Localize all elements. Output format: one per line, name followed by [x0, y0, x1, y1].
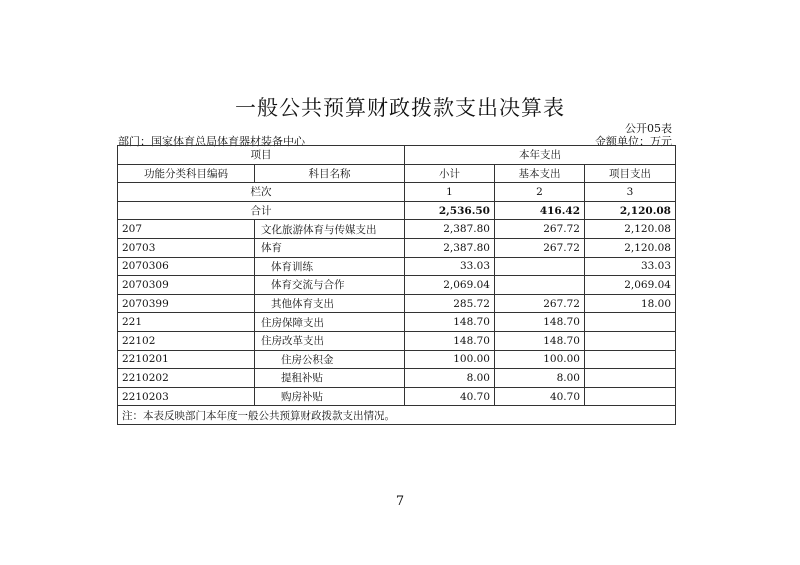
total-subtotal: 2,536.50: [405, 201, 495, 220]
row-basic: 100.00: [495, 350, 585, 369]
header-subject-name: 科目名称: [255, 164, 405, 183]
row-project: [585, 313, 676, 332]
table-code: 公开05表: [625, 122, 672, 135]
row-name: 体育: [255, 238, 405, 257]
row-code: 2210203: [118, 387, 255, 406]
row-name: 住房公积金: [255, 350, 405, 369]
row-project: [585, 369, 676, 388]
table-row: [118, 220, 676, 239]
row-subtotal: 40.70: [405, 387, 495, 406]
row-subtotal: 2,069.04: [405, 276, 495, 295]
row-project: 33.03: [585, 257, 676, 276]
table-row: [118, 313, 676, 332]
row-name: 提租补贴: [255, 369, 405, 388]
row-project: [585, 331, 676, 350]
row-name: 住房改革支出: [255, 331, 405, 350]
table-row: [118, 257, 676, 276]
total-project: 2,120.08: [585, 201, 676, 220]
row-subtotal: 285.72: [405, 294, 495, 313]
row-name: 体育训练: [255, 257, 405, 276]
table-row: [118, 387, 676, 406]
amount-unit-label: 金额单位：万元: [595, 135, 672, 148]
row-code: 2210202: [118, 369, 255, 388]
row-code: 20703: [118, 238, 255, 257]
table-note: 注：本表反映部门本年度一般公共预算财政拨款支出情况。: [118, 406, 676, 425]
header-project-exp: 项目支出: [585, 164, 676, 183]
row-basic: 40.70: [495, 387, 585, 406]
column-number-2: 2: [495, 183, 585, 202]
row-subtotal: 100.00: [405, 350, 495, 369]
total-label: 合计: [118, 201, 405, 220]
row-project: [585, 387, 676, 406]
row-code: 2070309: [118, 276, 255, 295]
row-code: 22102: [118, 331, 255, 350]
table-row: [118, 331, 676, 350]
page-title: 一般公共预算财政拨款支出决算表: [235, 96, 565, 120]
row-basic: [495, 276, 585, 295]
row-basic: 267.72: [495, 220, 585, 239]
page-number: 7: [395, 494, 405, 509]
row-code: 207: [118, 220, 255, 239]
total-row: [118, 201, 676, 220]
row-project: [585, 350, 676, 369]
note-row: [118, 406, 676, 425]
total-basic: 416.42: [495, 201, 585, 220]
row-basic: 267.72: [495, 238, 585, 257]
row-code: 221: [118, 313, 255, 332]
row-code: 2070306: [118, 257, 255, 276]
header-row-2: [118, 164, 676, 183]
row-basic: 8.00: [495, 369, 585, 388]
header-project: 项目: [118, 146, 405, 165]
table-row: [118, 294, 676, 313]
header-basic: 基本支出: [495, 164, 585, 183]
row-subtotal: 2,387.80: [405, 220, 495, 239]
header-subtotal: 小计: [405, 164, 495, 183]
row-subtotal: 33.03: [405, 257, 495, 276]
column-label: 栏次: [118, 183, 405, 202]
header-func-code: 功能分类科目编码: [118, 164, 255, 183]
row-name: 购房补贴: [255, 387, 405, 406]
table-row: [118, 369, 676, 388]
row-code: 2210201: [118, 350, 255, 369]
column-number-row: [118, 183, 676, 202]
column-number-1: 1: [405, 183, 495, 202]
row-name: 体育交流与合作: [255, 276, 405, 295]
row-name: 住房保障支出: [255, 313, 405, 332]
row-subtotal: 148.70: [405, 331, 495, 350]
row-subtotal: 8.00: [405, 369, 495, 388]
row-code: 2070399: [118, 294, 255, 313]
table-row: [118, 350, 676, 369]
budget-table: [117, 145, 676, 425]
row-name: 其他体育支出: [255, 294, 405, 313]
row-name: 文化旅游体育与传媒支出: [255, 220, 405, 239]
row-basic: 148.70: [495, 331, 585, 350]
row-basic: [495, 257, 585, 276]
department-label: 部门：国家体育总局体育器材装备中心: [118, 135, 305, 148]
row-project: 2,120.08: [585, 238, 676, 257]
row-project: 18.00: [585, 294, 676, 313]
row-project: 2,120.08: [585, 220, 676, 239]
header-current-year: 本年支出: [405, 146, 676, 165]
table-row: [118, 276, 676, 295]
header-row-1: [118, 146, 676, 165]
row-basic: 267.72: [495, 294, 585, 313]
row-basic: 148.70: [495, 313, 585, 332]
row-subtotal: 148.70: [405, 313, 495, 332]
table-row: [118, 238, 676, 257]
row-project: 2,069.04: [585, 276, 676, 295]
column-number-3: 3: [585, 183, 676, 202]
row-subtotal: 2,387.80: [405, 238, 495, 257]
